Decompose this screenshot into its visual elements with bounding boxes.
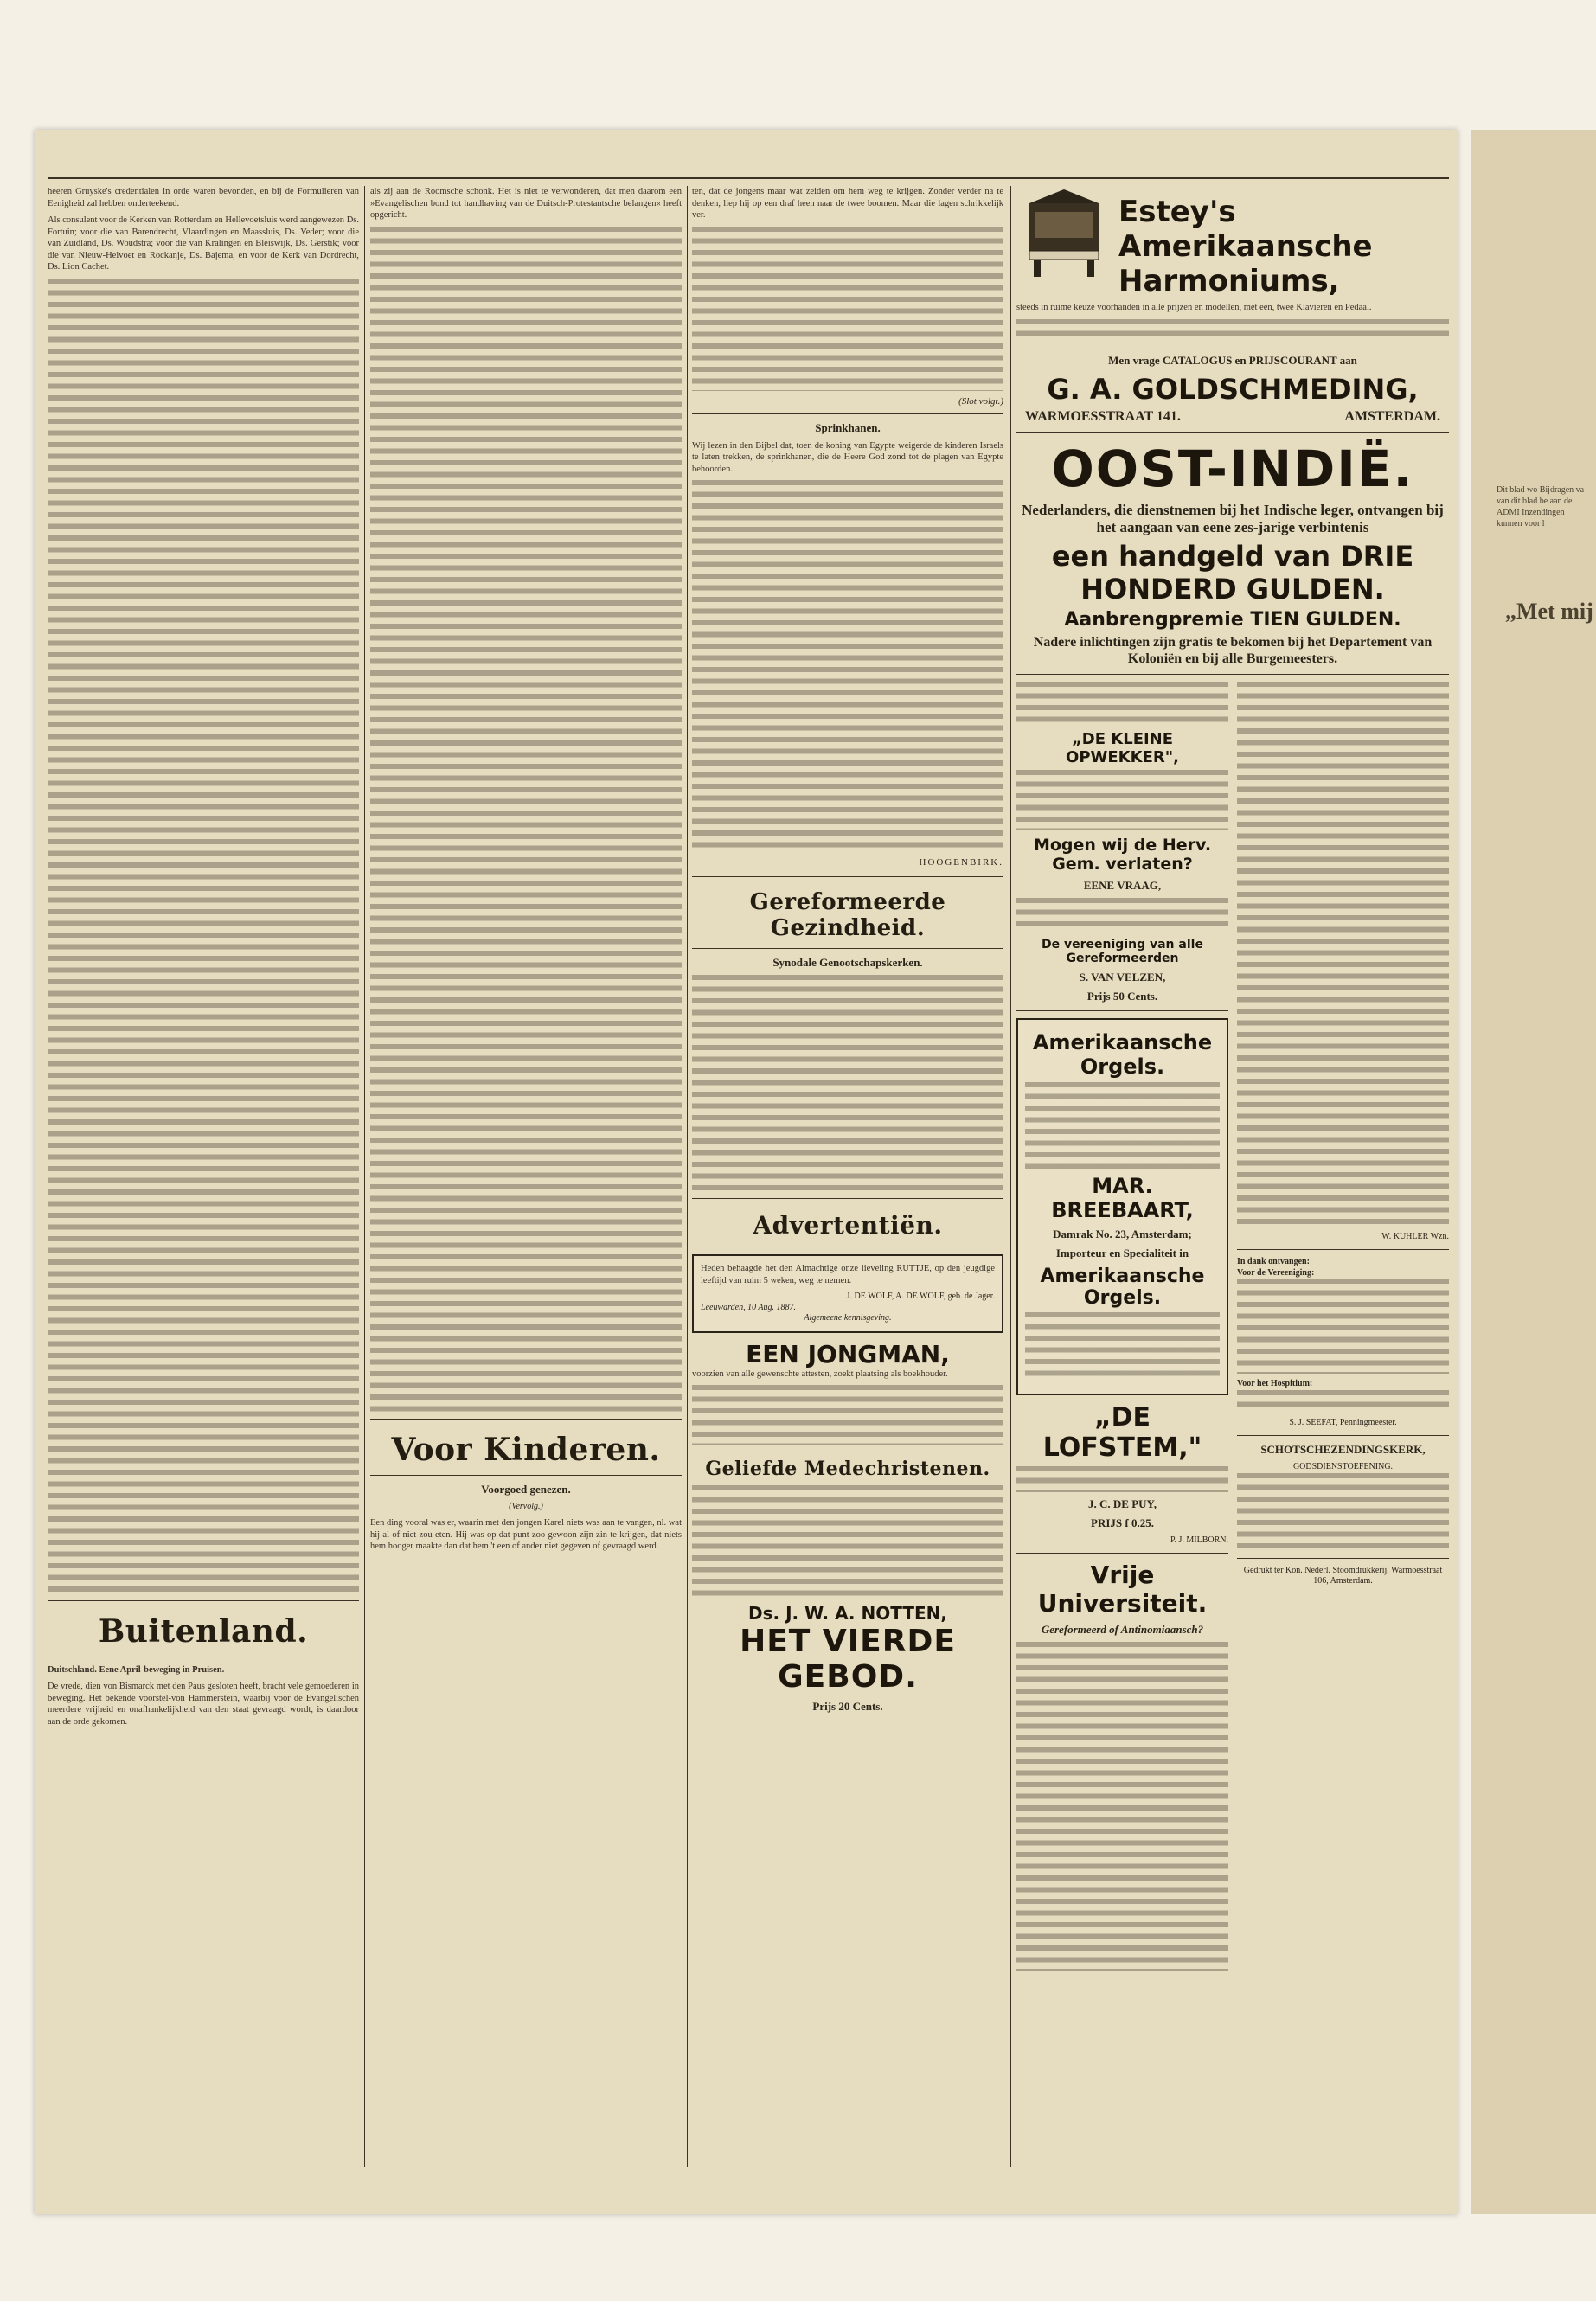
ad-author: S. VAN VELZEN, xyxy=(1079,970,1166,984)
ad-title-oost-indie: OOST-INDIË. xyxy=(1051,439,1414,498)
ad-title-mogen-wij: Mogen wij de Herv. Gem. verlaten? xyxy=(1033,835,1212,874)
story-paragraph: Een ding vooral was er, waarin met den jongen Karel niets was aan te vangen, nl. wat hij al of niet zou eten. Hij was op dat punt zoo gewoon zijn zin te krijgen, dat niets hem hooger maakte dan dat hem 't een of ander niet gegeven of gevraagd werd. xyxy=(370,1518,682,1551)
synod-text-block xyxy=(692,975,1003,1191)
ad-book-title: HET VIERDE GEBOD. xyxy=(740,1624,956,1695)
section-divider xyxy=(1016,674,1449,675)
article-signature: HOOGENBIRK. xyxy=(919,857,1003,868)
section-divider xyxy=(1016,432,1449,433)
section-divider xyxy=(1237,1558,1449,1559)
article-paragraph: Wij lezen in den Bijbel dat, toen de koning van Egypte weigerde de kinderen Israels te laten trekken, de sprinkhanen, die de Heere God zond tot de plagen van Egypte behoorden. xyxy=(692,440,1003,474)
article-lead: Duitschland. Eene April-beweging in Pruisen. xyxy=(48,1664,225,1675)
story-title: Voorgoed genezen. xyxy=(481,1482,571,1496)
ad-text-block xyxy=(1025,1312,1220,1381)
section-divider xyxy=(370,1475,682,1476)
section-title-vrije-universiteit: Vrije Universiteit. xyxy=(1037,1561,1208,1618)
ad-text-block xyxy=(1016,770,1228,830)
article-paragraph: als zij aan de Roomsche schonk. Het is niet te verwonderen, dat men daarom een »Evangelischen bond tot handhaving van de Duitsch-Protestantsche belangen« heeft opgericht. xyxy=(370,187,682,220)
section-divider xyxy=(692,413,1003,414)
top-rule xyxy=(48,177,1449,179)
ad-handgeld: een handgeld van DRIE HONDERD GULDEN. xyxy=(1051,539,1414,606)
ad-text: Nadere inlichtingen zijn gratis te bekomen bij het Departement van Koloniën en bij alle Burgemeesters. xyxy=(1033,634,1433,666)
ad-title-lofstem: „DE LOFSTEM," xyxy=(1042,1401,1202,1463)
ad-premie: Aanbrengpremie TIEN GULDEN. xyxy=(1064,608,1401,631)
ad-birth-death-notice xyxy=(692,1254,1003,1333)
ad-text-block xyxy=(1016,1466,1228,1492)
column-rule xyxy=(1010,186,1011,2167)
section-title-advertentien: Advertentiën. xyxy=(753,1211,943,1240)
donations-subheading: Voor de Vereeniging: xyxy=(1237,1267,1315,1278)
ad-text-block xyxy=(692,1385,1003,1445)
ad-signer: P. J. MILBORN. xyxy=(1170,1535,1228,1545)
article-text-block xyxy=(48,279,359,1593)
section-divider xyxy=(692,948,1003,949)
side-notice: Dit blad wo Bijdragen va van dit blad be aan de ADMI Inzendingen kunnen voor l xyxy=(1497,485,1585,529)
article-text-block xyxy=(1237,682,1449,1227)
donations-list xyxy=(1237,1390,1449,1413)
ad-date: Leeuwarden, 10 Aug. 1887. xyxy=(701,1302,796,1312)
section-divider xyxy=(1237,1249,1449,1250)
article-subtitle: Gereformeerd of Antinomiaansch? xyxy=(1041,1623,1204,1636)
section-divider xyxy=(692,1198,1003,1199)
section-title-schotsche: SCHOTSCHEZENDINGSKERK, xyxy=(1260,1443,1426,1456)
ad-subcolumn-right xyxy=(1237,682,1449,1587)
section-divider xyxy=(370,1419,682,1420)
story-text-block xyxy=(692,227,1003,391)
ad-amerikaansche-orgels xyxy=(1016,1018,1228,1395)
section-divider xyxy=(1016,1010,1228,1011)
story-subtitle: (Vervolg.) xyxy=(509,1501,543,1511)
ad-title-kleine-opwekker: „DE KLEINE OPWEKKER", xyxy=(1066,729,1179,766)
section-divider xyxy=(692,876,1003,877)
donations-list xyxy=(1237,1279,1449,1374)
section-divider xyxy=(1237,1435,1449,1436)
column-rule xyxy=(364,186,365,2167)
ad-text: voorzien van alle gewenschte attesten, zoekt plaatsing als boekhouder. xyxy=(692,1368,948,1379)
ad-importeur: Importeur en Specialiteit in xyxy=(1055,1246,1189,1259)
section-title-gereformeerde: Gereformeerde Gezindheid. xyxy=(749,889,946,941)
ad-names: J. DE WOLF, A. DE WOLF, geb. de Jager. xyxy=(846,1292,995,1301)
section-title-voor-kinderen: Voor Kinderen. xyxy=(391,1431,661,1468)
ad-catalogus: Men vrage CATALOGUS en PRIJSCOURANT aan xyxy=(1108,353,1357,367)
ad-text-block xyxy=(1016,682,1228,725)
ad-title-amerik-orgels-2: Amerikaansche Orgels. xyxy=(1040,1265,1205,1309)
ad-subtitle: EENE VRAAG, xyxy=(1083,878,1162,892)
column-4 xyxy=(1016,186,1449,2167)
section-divider xyxy=(1016,1553,1228,1554)
donations-heading: In dank ontvangen: xyxy=(1237,1257,1310,1266)
article-title-sprinkhanen: Sprinkhanen. xyxy=(815,420,881,434)
article-signature: W. KUHLER Wzn. xyxy=(1381,1231,1449,1241)
adjacent-page-strip xyxy=(1471,130,1596,2214)
ad-company-breebaart: MAR. BREEBAART, xyxy=(1051,1173,1194,1222)
ad-note: Algemeene kennisgeving. xyxy=(804,1313,892,1323)
story-paragraph: ten, dat de jongens maar wat zeiden om hem weg te krijgen. Zonder verder na te denken, liep hij op een draf heen naar de twee boomen. Maar die lagen schrikkelijk ver. xyxy=(692,187,1003,220)
ad-city: AMSTERDAM. xyxy=(1344,408,1440,424)
side-heading: „Met mij xyxy=(1505,599,1593,624)
article-text-block xyxy=(1016,1642,1228,1971)
printer-imprint: Gedrukt ter Kon. Nederl. Stoomdrukkerij, Warmoesstraat 106, Amsterdam. xyxy=(1243,1565,1443,1586)
column-rule xyxy=(687,186,688,2167)
article-text-block xyxy=(692,480,1003,852)
ad-text: Heden behaagde het den Almachtige onze lieveling RUTTJE, op den jeugdige leeftijd van ruim 5 weken, weg te nemen. xyxy=(701,1264,995,1285)
ad-text-block xyxy=(1016,898,1228,933)
ad-company-goldschmeding: G. A. GOLDSCHMEDING, xyxy=(1047,372,1419,406)
ad-text: Nederlanders, die dienstnemen bij het Indische leger, ontvangen bij het aangaan van eene zes-jarige verbintenis xyxy=(1022,501,1444,535)
section-subtitle: GODSDIENSTOEFENING. xyxy=(1292,1462,1394,1471)
subsection-title: Synodale Genootschapskerken. xyxy=(772,956,923,969)
ad-title-medechristenen: Geliefde Medechristenen. xyxy=(705,1458,990,1480)
article-text-block xyxy=(370,227,682,1412)
ad-address-line xyxy=(1016,409,1449,425)
ad-price: PRIJS f 0.25. xyxy=(1091,1516,1154,1529)
ad-text: steeds in ruime keuze voorhanden in alle prijzen en modellen, met een, twee Klavieren en Pedaal. xyxy=(1016,303,1372,312)
ad-price: Prijs 20 Cents. xyxy=(812,1700,883,1713)
ad-estey xyxy=(1016,186,1449,349)
section-title-buitenland: Buitenland. xyxy=(98,1612,309,1650)
section-divider xyxy=(48,1600,359,1601)
service-schedule xyxy=(1237,1473,1449,1551)
ad-address: Damrak No. 23, Amsterdam; xyxy=(1053,1227,1192,1240)
column-3 xyxy=(692,186,1003,2167)
ad-text-block xyxy=(692,1485,1003,1598)
column-1 xyxy=(48,186,359,2167)
ad-author-name: Ds. J. W. A. NOTTEN, xyxy=(748,1603,947,1624)
treasurer: S. J. SEEFAT, Penningmeester. xyxy=(1289,1417,1397,1427)
ad-text-block xyxy=(1025,1082,1220,1169)
article-paragraph: Als consulent voor de Kerken van Rotterdam en Hellevoetsluis werd aangewezen Ds. Fortuin; voor die van Barendrecht, Vlaardingen en Maassluis, Ds. Veder; voor die van Zuidland, Ds. Woudstra; voor die van Kralingen en Bleiswijk, Ds. Gerstik; voor die van Nieuw-Helvoet en Rockanje, Ds. Bajema, en voor de Kerk van Dordrecht, Ds. Lion Cachet. xyxy=(48,215,359,272)
ad-title-estey: Estey's Amerikaansche Harmoniums, xyxy=(1118,195,1373,298)
harmonium-illustration xyxy=(1016,186,1112,281)
ad-publisher: J. C. DE PUY, xyxy=(1088,1497,1157,1510)
to-be-continued: (Slot volgt.) xyxy=(958,395,1003,407)
ad-street: WARMOESSTRAAT 141. xyxy=(1025,408,1181,424)
article-paragraph: De vrede, dien von Bismarck met den Paus gesloten heeft, bracht vele gemoederen in beweging. Het bekende voorstel-von Hammerstein, waarbij voor de Evangelischen meerdere vrijheid en onafhankelijkheid van den staat gevraagd wordt, is daardoor aan de orde gekomen. xyxy=(48,1682,359,1727)
ad-title-jongman: EEN JONGMAN, xyxy=(746,1339,950,1368)
ad-price: Prijs 50 Cents. xyxy=(1086,989,1158,1003)
ad-subcolumn-left xyxy=(1016,682,1228,1977)
ad-title-vereeniging: De vereeniging van alle Gereformeerden xyxy=(1042,937,1203,965)
ad-title-amerik-orgels: Amerikaansche Orgels. xyxy=(1032,1029,1213,1079)
donations-subheading: Voor het Hospitium: xyxy=(1237,1379,1313,1388)
lower-ad-area xyxy=(1016,682,1449,2031)
ad-text-block xyxy=(1016,319,1449,343)
column-2 xyxy=(370,186,682,2167)
article-paragraph: heeren Gruyske's credentialen in orde waren bevonden, en bij de Formulieren van Eenigheid zal hebben onderteekend. xyxy=(48,187,359,208)
